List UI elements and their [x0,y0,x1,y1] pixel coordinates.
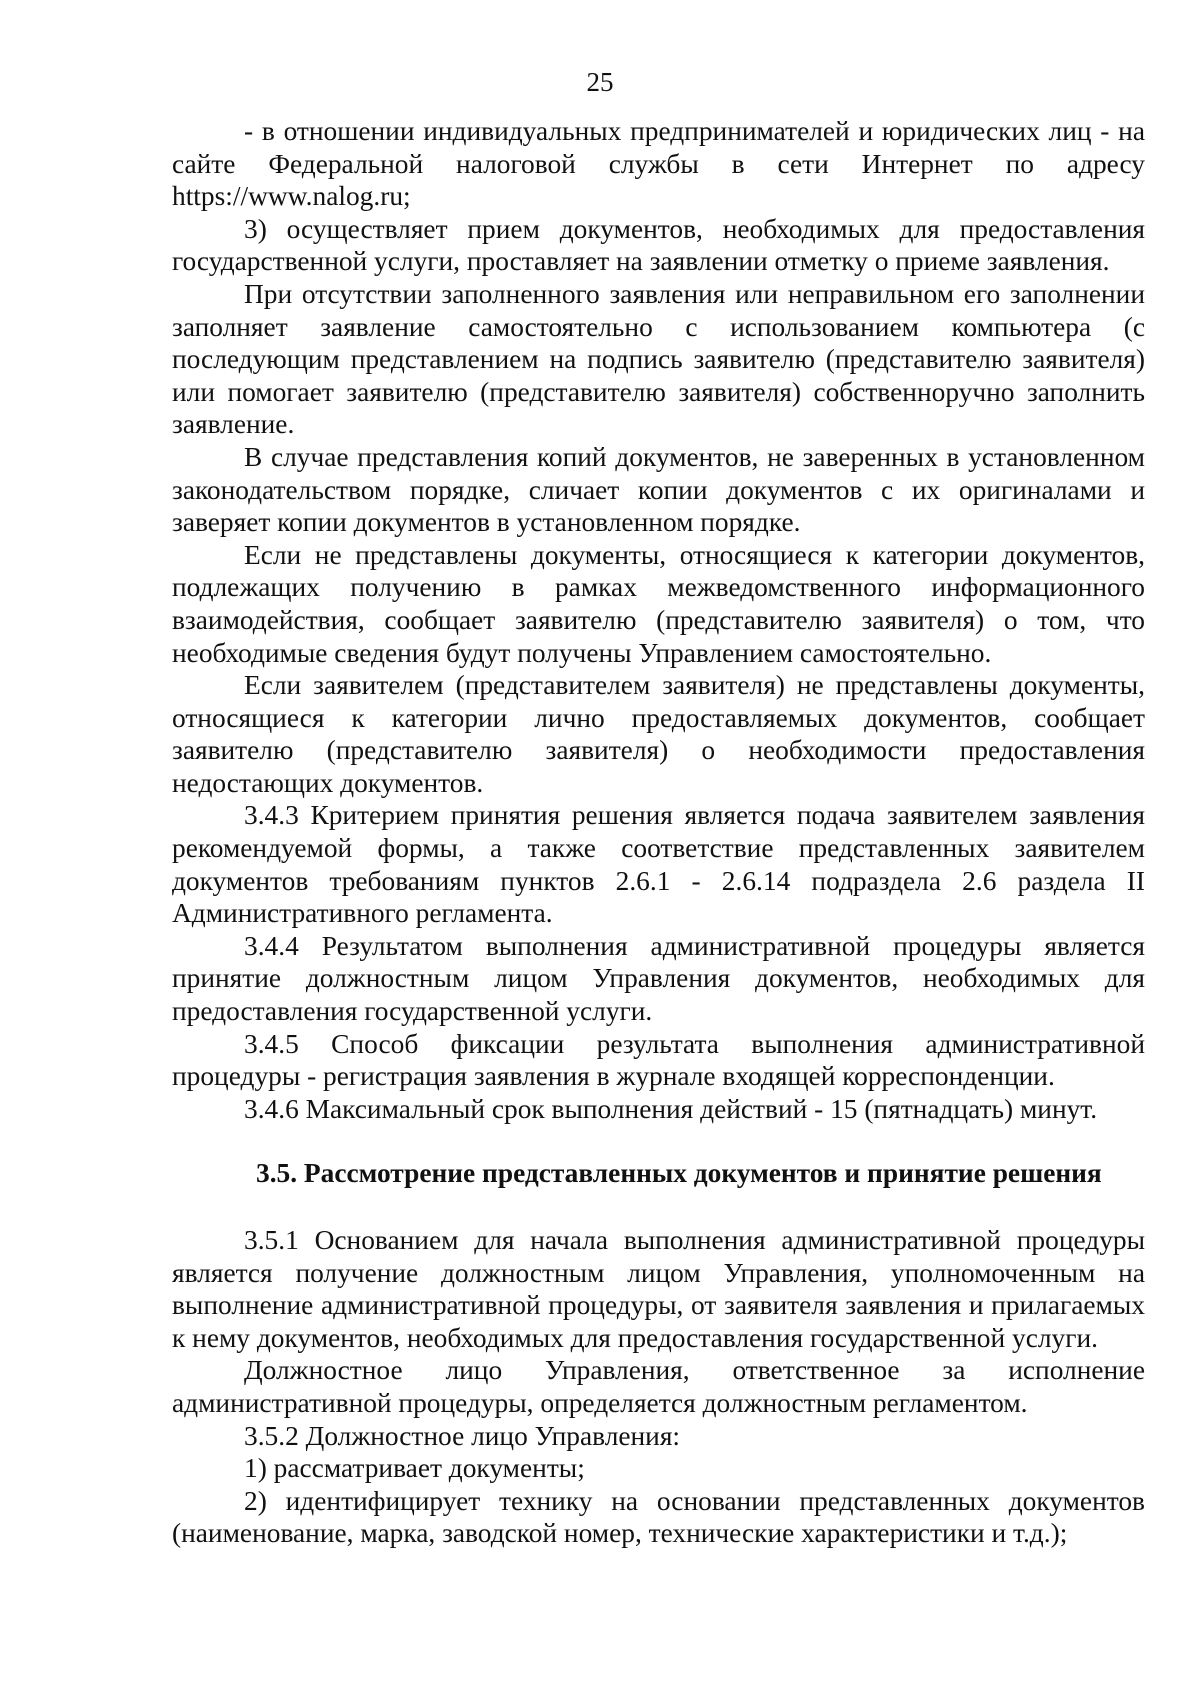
paragraph-missing-docs: Если заявителем (представителем заявителя) не представлены документы, относящиеся к категории лично предоставляемых документов, сообщает заявителю (представителю заявителя) о необходимости предоставления недостающих документов. [172,670,1145,798]
document-body [172,115,1145,1550]
paragraph-3-5-2: 3.5.2 Должностное лицо Управления: [244,1420,681,1451]
paragraph-item-2-identify: 2) идентифицирует технику на основании представленных документов (наименование, марка, заводской номер, технические характеристики и т.д.); [172,1485,1145,1549]
paragraph-3-4-3: 3.4.3 Критерием принятия решения является подача заявителем заявления рекомендуемой формы, а также соответствие представленных заявителем документов требованиям пунктов 2.6.1 - 2.6.14 подраздела 2.6 раздела II Административного регламента. [172,800,1145,929]
paragraph-item-3: 3) осуществляет прием документов, необходимых для предоставления государственной услуги, проставляет на заявлении отметку о приеме заявления. [172,213,1145,277]
paragraph-item-1-review: 1) рассматривает документы; [244,1453,585,1484]
paragraph-3-5-1: 3.5.1 Основанием для начала выполнения административной процедуры является получение должностным лицом Управления, уполномоченным на выполнение административной процедуры, от заявителя заявления и прилагаемых к нему документов, необходимых для предоставления государственной услуги. [172,1225,1145,1353]
page-number: 25 [586,67,614,97]
paragraph-3-4-5: 3.4.5 Способ фиксации результата выполнения административной процедуры - регистрация заявления в журнале входящей корреспонденции. [172,1028,1145,1092]
paragraph-3-4-6: 3.4.6 Максимальный срок выполнения действий - 15 (пятнадцать) минут. [244,1093,1098,1124]
paragraph-3-4-4: 3.4.4 Результатом выполнения административной процедуры является принятие должностным лицом Управления документов, необходимых для предоставления государственной услуги. [172,930,1145,1027]
paragraph-interagency: Если не представлены документы, относящиеся к категории документов, подлежащих получению в рамках межведомственного информационного взаимодействия, сообщает заявителю (представителю заявителя) о том, что необходимые сведения будут получены Управлением самостоятельно. [172,539,1145,668]
paragraph-nalog-site: - в отношении индивидуальных предпринимателей и юридических лиц - на сайте Федеральной налоговой службы в сети Интернет по адресу https://www.nalog.ru; [172,116,1145,212]
section-heading-3-5: 3.5. Рассмотрение представленных документов и принятие решения [256,1158,1102,1189]
paragraph-copies: В случае представления копий документов, не заверенных в установленном законодательством порядке, сличает копии документов с их оригиналами и заверяет копии документов в установленном порядке. [172,441,1145,538]
paragraph-responsible-official: Должностное лицо Управления, ответственное за исполнение административной процедуры, определяется должностным регламентом. [172,1355,1145,1418]
paragraph-no-application: При отсутствии заполненного заявления или неправильном его заполнении заполняет заявление самостоятельно с использованием компьютера (с последующим представлением на подпись заявителю (представителю заявителя) или помогает заявителю (представителю заявителя) собственноручно заполнить заявление. [172,278,1145,440]
